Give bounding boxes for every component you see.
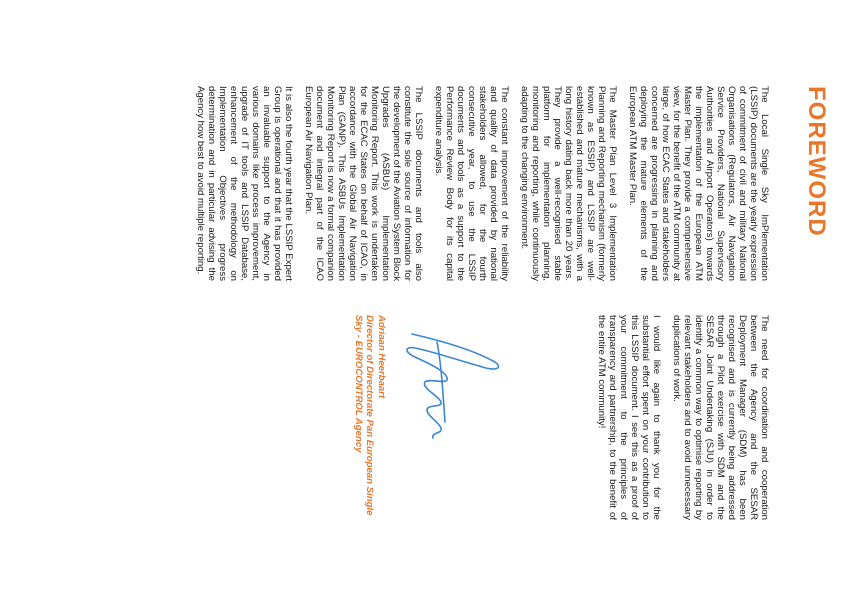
paragraph-data-quality: The constant improvement of the reliability and quality of data provided by national stakeholders allowed, for the fourth consecutive year, to use the LSSIP documents and tools as a support to the Performance Review Body for its capital expenditure analysis. — [433, 86, 510, 281]
signatory-name: Adriaan Heerbaart — [376, 315, 387, 399]
page-title: FOREWORD — [803, 86, 830, 237]
paragraph-asbu: The LSSIP documents and tools also constitute the sole source of information for the development of the Aviation System Block Upgrades (ASBUs) Implementation Monitoring Report. This work is undertaken for the ECAC States on behalf of ICAO, in accordance with the Global Air Navigation Plan (GANP). This ASBUs Implementation Monitoring Report is now a formal companion document and integral part of the ICAO European Air Navigation Plan. — [303, 86, 424, 281]
signatory-title: Director of Directorate Pan European Single Sky - EUROCONTROL Agency — [353, 315, 375, 516]
paragraph-lssip-intro: The Local Single Sky ImPlementation (LSSIP) documents are the yearly expression of commitment of civil and military National Organisations (Regulators, Air Navigation Service Providers, National Supervisory Authorities and Airport Operators) towards the implementation of the European ATM Master Plan. They provide a comprehensive view, for the benefit of the ATM community at large, of how ECAC States and stakeholders concerned are progressing in planning and deploying the mature elements of the European ATM Master Plan. — [627, 86, 770, 281]
paragraph-coordination: The need for coordination and cooperation between the Agency and the SESAR Deployment Manager (SDM) has been recognised and is currently being addressed through a Pilot exercise with SDM and the SESAR Joint Undertaking (SJU) in order to identify a common way to optimise reporting by relevant stakeholders and to avoid unnecessary duplications of work. — [671, 315, 770, 520]
paragraph-expert-group: It is also the fourth year that the LSSIP Expert Group is operational and that it has provided an invaluable support to the Agency in various domains like process improvement, upgrade of IT tools and LSSIP Database, enhancement of the methodology on Implementation Objectives progress determination and in particular advising the Agency how best to avoid multiple reporting. — [195, 86, 294, 281]
paragraph-master-plan: The Master Plan Level 3 Implementation Planning and Reporting mechanism (formerly known as ESSIP) and LSSIP are well-established and mature mechanisms, with a long history dating back more than 20 years. They provide a well-recognised stable platform for implementation planning, monitoring and reporting, while continuously adapting to the changing environment. — [519, 86, 618, 281]
right-column — [587, 315, 770, 520]
paragraph-thanks: I would like again to thank you for the substantial effort spent on your contribution to this LSSIP document. I see this as a proof of your commitment to the principles of transparency and partnership, to the benefit of the entire ATM community! — [596, 315, 662, 520]
handwritten-signature — [387, 322, 507, 452]
left-column — [186, 86, 770, 281]
